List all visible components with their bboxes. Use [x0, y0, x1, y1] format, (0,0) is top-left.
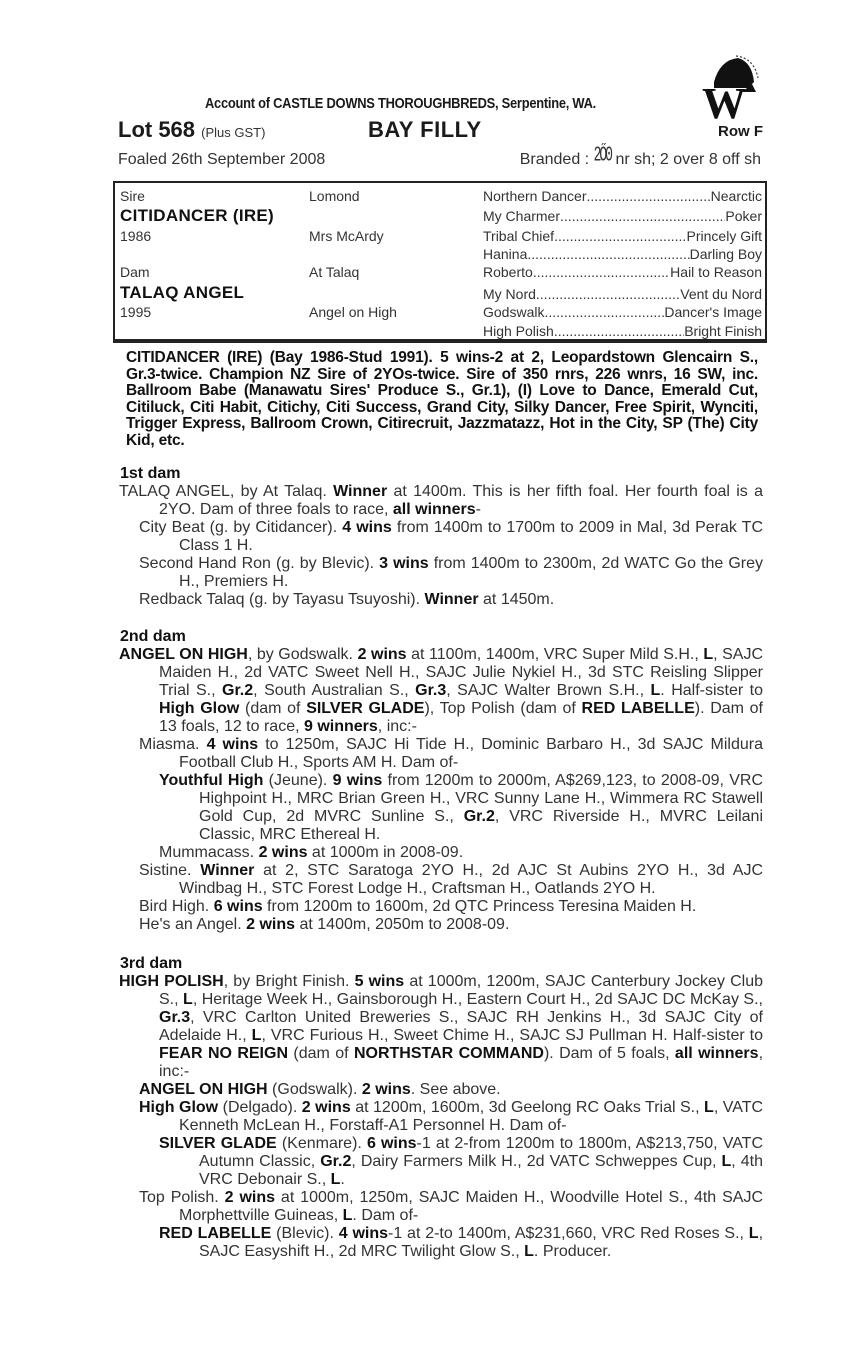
second-dam-entry: Bird High. 6 wins from 1200m to 1600m, 2d QTC Princess Teresina Maiden H. [139, 898, 697, 915]
branded-detail: nr sh; 2 over 8 off sh [615, 151, 761, 168]
stable-row: Row F [718, 123, 763, 140]
grandparent-row: My Nord ..... Vent du Nord [483, 286, 762, 302]
third-dam-entry: RED LABELLE (Blevic). 4 wins-1 at 2-to 1400m, A$231,660, VRC Red Roses S., L, SAJC Easyshift H., 2d MRC Twilight Glow S., L. Producer. [159, 1225, 764, 1260]
grandparent-row: Roberto ..... Hail to Reason [483, 264, 762, 280]
lot-note: (Plus GST) [201, 125, 266, 140]
third-dam-entry: HIGH POLISH, by Bright Finish. 5 wins at 1000m, 1200m, SAJC Canterbury Jockey Club S., L, Heritage Week H., Gainsborough H., Eastern Court H., 2d SAJC DC McKay S., Gr.3, VRC Carlton United Breweries S., SAJC RH Jenkins H., 3d SAJC City of Adelaide H., L, VRC Furious H., Sweet Chime H., SAJC SJ Pullman H. Half-sister to FEAR NO REIGN (dam of NORTHSTAR COMMAND). Dam of 5 foals, all winners, inc:- [119, 973, 764, 1080]
second-dam-entry: Mummacass. 2 wins at 1000m in 2008-09. [159, 844, 464, 861]
divider [113, 341, 767, 343]
first-dam-entry: Second Hand Ron (g. by Blevic). 3 wins from 1400m to 2300m, 2d WATC Go the Grey H., Premiers H. [139, 555, 764, 590]
svg-text:W: W [702, 79, 746, 120]
third-dam-entry: Top Polish. 2 wins at 1000m, 1250m, SAJC Maiden H., Woodville Hotel S., 4th SAJC Morphettville Guineas, L. Dam of- [139, 1189, 764, 1224]
first-dam-entry: City Beat (g. by Citidancer). 4 wins from 1400m to 1700m to 2009 in Mal, 3d Perak TC Class 1 H. [139, 519, 764, 554]
branded-label: Branded : [519, 151, 590, 168]
grandparent-row: My Charmer ..... Poker [483, 208, 762, 224]
horse-description: BAY FILLY [368, 117, 482, 142]
lot-number [118, 117, 265, 143]
lot-label: Lot 568 [118, 117, 196, 142]
second-dam-entry: He's an Angel. 2 wins at 1400m, 2050m to 2008-09. [139, 916, 510, 933]
vendor-account-line: Account of CASTLE DOWNS THOROUGHBREDS, Serpentine, WA. [205, 95, 597, 112]
lot-line [118, 117, 763, 145]
sire-label: Sire [120, 188, 145, 204]
dam-name: TALAQ ANGEL [120, 283, 245, 302]
second-dam-entry: Youthful High (Jeune). 9 wins from 1200m to 2000m, A$269,123, to 2008-09, VRC Highpoint H., MRC Brian Green H., VRC Sunny Lane H., Wimmera RC Stawell Gold Cup, 2d MVRC Sunline S., Gr.2, VRC Riverside H., MVRC Leilani Classic, MRC Ethereal H. [159, 772, 764, 843]
sire-dam: Mrs McArdy [309, 228, 384, 244]
foaled-date: Foaled 26th September 2008 [118, 151, 326, 168]
branded-info [519, 143, 761, 169]
second-dam-heading: 2nd dam [120, 628, 186, 645]
pedigree-table [113, 181, 767, 341]
third-dam-entry: ANGEL ON HIGH (Godswalk). 2 wins. See above. [139, 1081, 501, 1098]
first-dam-entry: TALAQ ANGEL, by At Talaq. Winner at 1400m. This is her fifth foal. Her fourth foal is a 2YO. Dam of three foals to race, all winners- [119, 483, 764, 518]
dam-year: 1995 [120, 304, 152, 320]
w-farm-logo-icon [700, 52, 760, 120]
sire-year: 1986 [120, 228, 152, 244]
third-dam-entry: High Glow (Delgado). 2 wins at 1200m, 1600m, 3d Geelong RC Oaks Trial S., L, VATC Kenneth McLean H., Forstaff-A1 Personnel H. Dam of- [139, 1099, 764, 1134]
dam-sire: At Talaq [309, 264, 360, 280]
dam-dam: Angel on High [309, 304, 397, 320]
grandparent-row: Godswalk ..... Dancer's Image [483, 304, 762, 320]
sire-sire: Lomond [309, 188, 360, 204]
second-dam-entry: ANGEL ON HIGH, by Godswalk. 2 wins at 1100m, 1400m, VRC Super Mild S.H., L, SAJC Maiden H., 2d VATC Sweet Nell H., SAJC Julie Nykiel H., 3d STC Reisling Slipper Trial S., Gr.2, South Australian S., Gr.3, SAJC Walter Brown S.H., L. Half-sister to High Glow (dam of SILVER GLADE), Top Polish (dam of RED LABELLE). Dam of 13 foals, 12 to race, 9 winners, inc:- [119, 646, 764, 735]
grandparent-row: Tribal Chief ..... Princely Gift [483, 228, 762, 244]
grandparent-row: Hanina ..... Darling Boy [483, 246, 762, 262]
grandparent-row: High Polish ..... Bright Finish [483, 323, 762, 339]
first-dam-heading: 1st dam [120, 465, 181, 482]
brand-mark: 2Ő0 [593, 143, 611, 167]
third-dam-heading: 3rd dam [120, 955, 183, 972]
sire-summary: CITIDANCER (IRE) (Bay 1986-Stud 1991). 5 wins-2 at 2, Leopardstown Glencairn S., Gr.3-twice. Champion NZ Sire of 2YOs-twice. Sire of 350 rnrs, 226 wnrs, 16 SW, inc. Ballroom Babe (Manawatu Sires' Produce S., Gr.1), (I) Love to Dance, Emerald Cut, Citiluck, Citi Habit, Citichy, Citi Success, Grand City, Silky Dancer, Free Spirit, Wynciti, Trigger Express, Ballroom Crown, Citirecruit, Jazzmatazz, Hot in the City, SP (The) City Kid, etc. [126, 349, 758, 449]
first-dam-entry: Redback Talaq (g. by Tayasu Tsuyoshi). Winner at 1450m. [139, 591, 555, 608]
second-dam-entry: Miasma. 4 wins to 1250m, SAJC Hi Tide H., Dominic Barbaro H., 3d SAJC Mildura Football Club H., Sports AM H. Dam of- [139, 736, 764, 771]
grandparent-row: Northern Dancer ..... Nearctic [483, 188, 762, 204]
second-dam-entry: Sistine. Winner at 2, STC Saratoga 2YO H., 2d AJC St Aubins 2YO H., 3d AJC Windbag H., STC Forest Lodge H., Craftsman H., Oatlands 2YO H. [139, 862, 763, 897]
dam-label: Dam [120, 264, 150, 280]
third-dam-entry: SILVER GLADE (Kenmare). 6 wins-1 at 2-from 1200m to 1800m, A$213,750, VATC Autumn Classic, Gr.2, Dairy Farmers Milk H., 2d VATC Schweppes Cup, L, 4th VRC Debonair S., L. [159, 1135, 764, 1188]
sire-name: CITIDANCER (IRE) [120, 206, 275, 225]
